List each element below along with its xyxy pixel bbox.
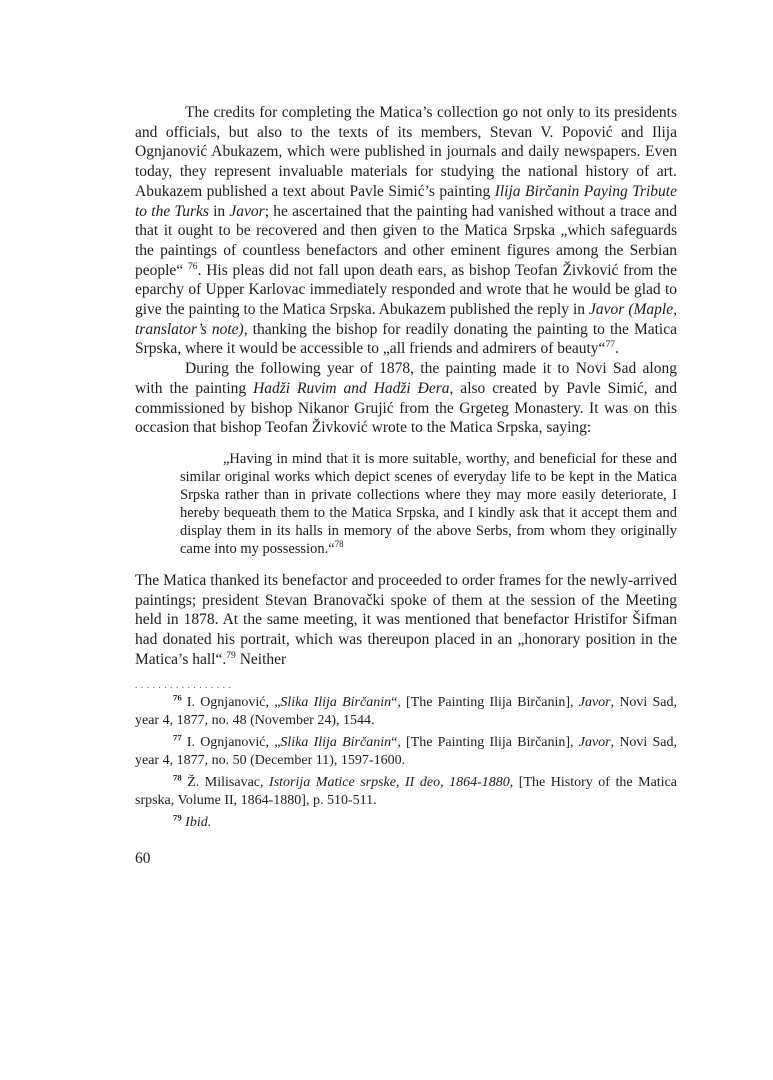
footnote-77: $^{77}$ I. Ognjanović, „Slika Ilija Birčanin“, [The Painting Ilija Birčanin], Javor, Novi Sad, year 4, 1877, no. 50 (December 11), 1597-1600. xyxy=(135,732,678,769)
footnote-78: $^{78}$ Ž. Milisavac, Istorija Matice srpske, II deo, 1864-1880, [The History of the Matica srpska, Volume II, 1864-1880], p. 510-511. xyxy=(135,772,677,808)
footnote-79: $^{79}$ Ibid. xyxy=(173,812,212,830)
paragraph-matica-thanked: The Matica thanked its benefactor and proceeded to order frames for the newly-arrived paintings; president Stevan Branovački spoke of them at the session of the Meeting held in 1878. At the same meeting, it was mentioned that benefactor Hristifor Šifman had donated his portrait, which was thereupon placed in an „honorary position in the Matica’s hall“.$^{79}$ Neither xyxy=(135,571,677,668)
paragraph-following-year: During the following year of 1878, the painting made it to Novi Sad along with the painting Hadži Ruvim and Hadži Đera, also created by Pavle Simić, and commissioned by bishop Nikanor Grujić from the Grgeteg Monastery. It was on this occasion that bishop Teofan Živković wrote to the Matica Srpska, saying: xyxy=(135,360,677,437)
paragraph-credits: The credits for completing the Matica’s collection go not only to its presidents and officials, but also to the texts of its members, Stevan V. Popović and Ilija Ognjanović Abukazem, which were published in journals and daily newspapers. Even today, they represent invaluable materials for studying the national history of art. Abukazem published a text about Pavle Simić’s painting Ilija Birčanin Paying Tribute to the Turks in Javor; he ascertained that the painting had vanished without a trace and that it ought to be recovered and then given to the Matica Srpska „which safeguards the paintings of countless benefactors and other eminent figures among the Serbian people“ $^{76}$. His pleas did not fall upon death ears, as bishop Teofan Živković from the eparchy of Upper Karlovac immediately responded and wrote that he would be glad to give the painting to the Matica Srpska. Abukazem published the reply in Javor (Maple, translator’s note), thanking the bishop for readily donating the painting to the Matica Srpska, where it would be accessible to „all friends and admirers of beauty“$^{77}$. xyxy=(135,104,678,358)
bequest-blockquote: „Having in mind that it is more suitable, worthy, and beneficial for these and similar original works which depict scenes of everyday life to be kept in the Matica Srpska rather than in private collections where they may more easily deteriorate, I hereby bequeath them to the Matica Srpska, and I kindly ask that it accept them and display them in its halls in memory of the above Serbs, from whom they originally came into my possession.“$^{78}$ xyxy=(180,450,677,557)
footnote-separator: ................. xyxy=(135,680,235,691)
footnote-76: $^{76}$ I. Ognjanović, „Slika Ilija Birčanin“, [The Painting Ilija Birčanin], Javor, Novi Sad, year 4, 1877, no. 48 (November 24), 1544. xyxy=(135,692,678,729)
page-number: 60 xyxy=(135,849,151,867)
text-column xyxy=(135,103,677,868)
